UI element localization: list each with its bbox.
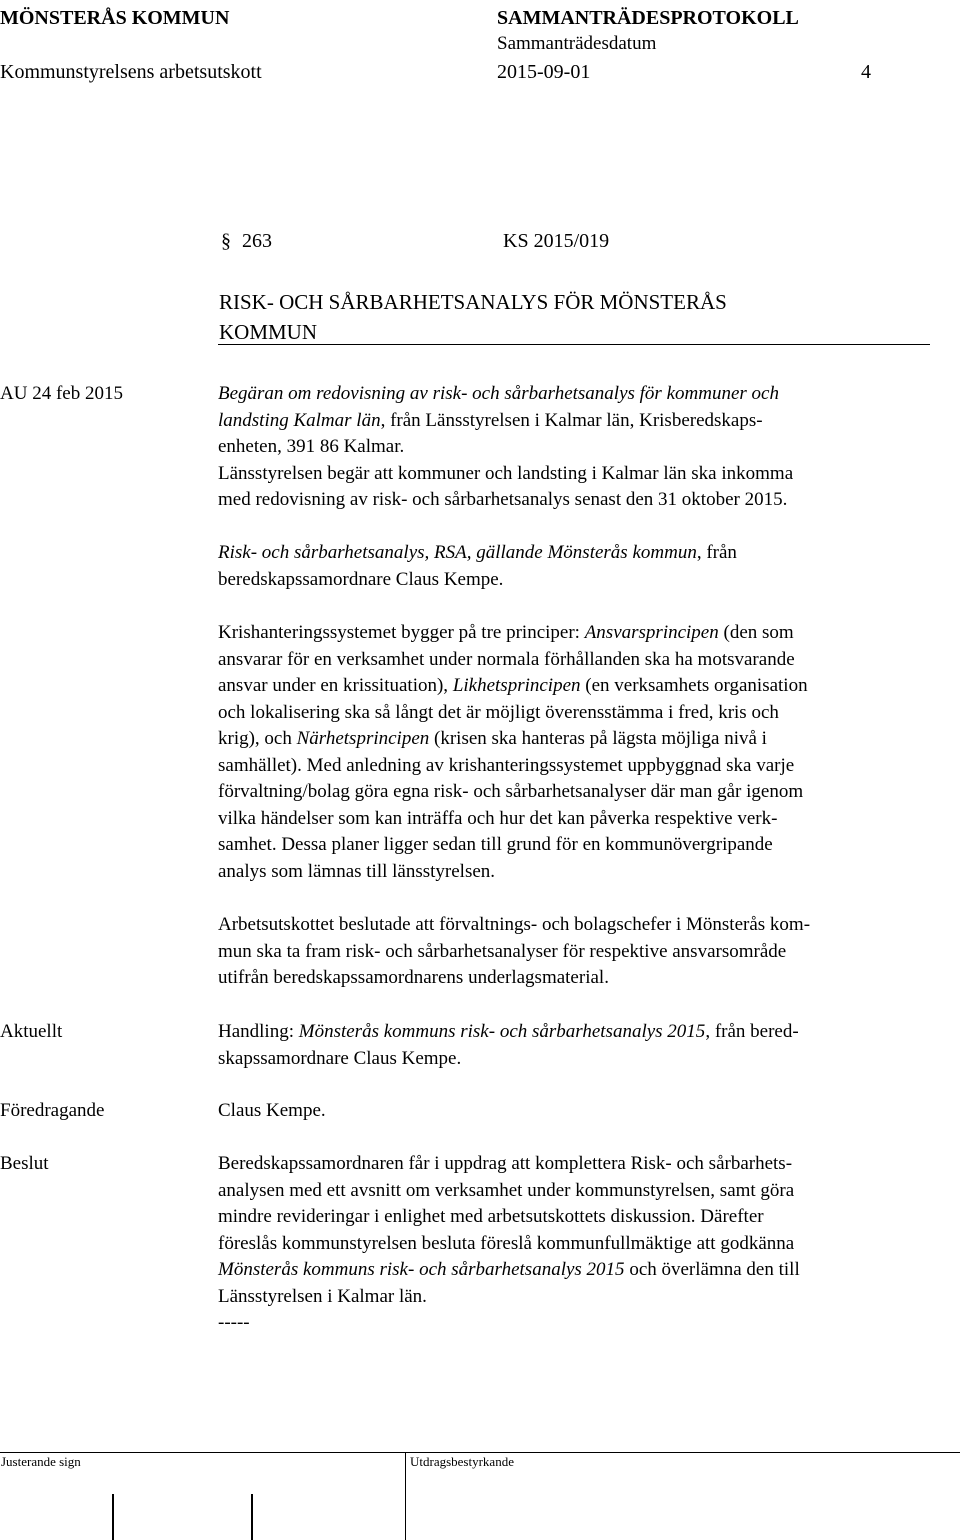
aktuellt-line-1a: Handling:: [218, 1021, 299, 1042]
principles-line-6: samhället). Med anledning av krishanteringssystemet uppbyggnad ska varje: [218, 754, 795, 776]
principles-line-1b: (den som: [718, 622, 794, 643]
principles-line-7: förvaltning/bolag göra egna risk- och sårbarhetsanalyser där man går igenom: [218, 781, 804, 802]
footer-top-rule: [0, 1452, 960, 1453]
au-decision-line-1: Arbetsutskottet beslutade att förvaltnings- och bolagschefer i Mönsterås kom-: [218, 914, 811, 935]
request-line-4: Länsstyrelsen begär att kommuner och landsting i Kalmar län ska inkomma: [218, 462, 794, 484]
principles-line-9: samhet. Dessa planer ligger sedan till grund för en kommunövergripande: [218, 834, 773, 855]
beslut-end-marker: -----: [218, 1312, 250, 1333]
utdrag-label: Utdragsbestyrkande: [410, 1454, 514, 1469]
body-name: Kommunstyrelsens arbetsutskott: [0, 61, 262, 83]
request-line-1: Begäran om redovisning av risk- och sårbarhetsanalys för kommuner och: [218, 383, 779, 404]
page-title: [219, 287, 727, 347]
meeting-date: 2015-09-01: [497, 61, 591, 83]
beslut-line-5-italic: Mönsterås kommuns risk- och sårbarhetsanalys 2015: [218, 1259, 625, 1280]
paragraph-request: [218, 381, 936, 514]
paragraph-rsa: [218, 540, 936, 593]
principles-line-2: ansvarar för en verksamhet under normala förhållanden ska ha motsvarande: [218, 648, 795, 670]
title-line-2: KOMMUN: [219, 320, 318, 344]
au-decision-line-2: mun ska ta fram risk- och sårbarhetsanalyser för respektive ansvarsområde: [218, 940, 787, 962]
signature-box-line-1: [112, 1494, 114, 1540]
principles-line-5a: krig), och: [218, 728, 297, 749]
principles-line-3b: (en verksamhets organisation: [580, 675, 808, 696]
title-underline: [218, 344, 930, 345]
request-line-2a: landsting Kalmar län: [218, 409, 381, 431]
beslut-line-6: Länsstyrelsen i Kalmar län.: [218, 1285, 427, 1307]
section-number: 263: [242, 230, 272, 252]
case-number: KS 2015/019: [503, 230, 610, 252]
paragraph-decision-au: [218, 912, 936, 992]
beslut-line-2: analysen med ett avsnitt om verksamhet under kommunstyrelsen, samt göra: [218, 1179, 795, 1201]
principles-line-3a: ansvar under en krissituation),: [218, 675, 453, 696]
justerande-label: Justerande sign: [1, 1454, 81, 1469]
principles-line-1a: Krishanteringssystemet bygger på tre principer:: [218, 622, 585, 643]
footer-divider: [405, 1452, 406, 1540]
au-date-label: AU 24 feb 2015: [0, 383, 123, 404]
au-decision-line-3: utifrån beredskapssamordnarens underlagsmaterial.: [218, 967, 609, 988]
aktuellt-line-2: skapssamordnare Claus Kempe.: [218, 1047, 462, 1069]
beslut-line-4: föreslås kommunstyrelsen besluta föreslå kommunfullmäktige att godkänna: [218, 1232, 795, 1254]
principles-line-5b: (krisen ska hanteras på lägsta möjliga nivå i: [429, 728, 767, 749]
aktuellt-line-1b: , från bered-: [705, 1021, 799, 1042]
principles-line-1-italic: Ansvarsprincipen: [584, 622, 719, 643]
beslut-line-1: Beredskapssamordnaren får i uppdrag att komplettera Risk- och sårbarhets-: [218, 1153, 793, 1174]
date-label: Sammanträdesdatum: [497, 33, 657, 54]
aktuellt-content: [218, 1019, 936, 1072]
signature-box-line-2: [251, 1494, 253, 1540]
municipality-name: MÖNSTERÅS KOMMUN: [0, 7, 230, 29]
rsa-line-1b: , från: [696, 542, 737, 563]
principles-line-8: vilka händelser som kan inträffa och hur det kan påverka respektive verk-: [218, 807, 778, 829]
principles-line-10: analys som lämnas till länsstyrelsen.: [218, 860, 496, 882]
paragraph-sign: §: [221, 230, 231, 252]
foredragande-label: Föredragande: [0, 1100, 105, 1121]
principles-line-5-italic: Närhetsprincipen: [296, 728, 430, 749]
title-line-1: RISK- OCH SÅRBARHETSANALYS FÖR MÖNSTERÅS: [219, 290, 727, 314]
principles-line-3-italic: Likhetsprincipen: [452, 675, 581, 696]
page-number: 4: [861, 61, 871, 83]
beslut-label: Beslut: [0, 1153, 49, 1174]
beslut-line-3: mindre revideringar i enlighet med arbetsutskottets diskussion. Därefter: [218, 1206, 764, 1227]
rsa-line-1a: Risk- och sårbarhetsanalys, RSA, gällande Mönsterås kommun: [218, 542, 697, 563]
beslut-content: [218, 1151, 936, 1337]
beslut-line-5b: och överlämna den till: [624, 1259, 800, 1280]
section-heading: [221, 229, 272, 253]
request-line-2b: , från Länsstyrelsen i Kalmar län, Krisberedskaps-: [380, 409, 763, 431]
document-type: SAMMANTRÄDESPROTOKOLL: [497, 7, 799, 29]
request-line-5: med redovisning av risk- och sårbarhetsanalys senast den 31 oktober 2015.: [218, 489, 788, 510]
rsa-line-2: beredskapssamordnare Claus Kempe.: [218, 568, 504, 590]
aktuellt-line-1-italic: Mönsterås kommuns risk- och sårbarhetsanalys 2015: [298, 1021, 706, 1042]
aktuellt-label: Aktuellt: [0, 1021, 63, 1042]
principles-line-4: och lokalisering ska så långt det är möjligt överensstämma i fred, kris och: [218, 701, 779, 723]
request-line-3: enheten, 391 86 Kalmar.: [218, 436, 405, 457]
foredragande-value: Claus Kempe.: [218, 1100, 326, 1121]
paragraph-principles: [218, 620, 936, 885]
